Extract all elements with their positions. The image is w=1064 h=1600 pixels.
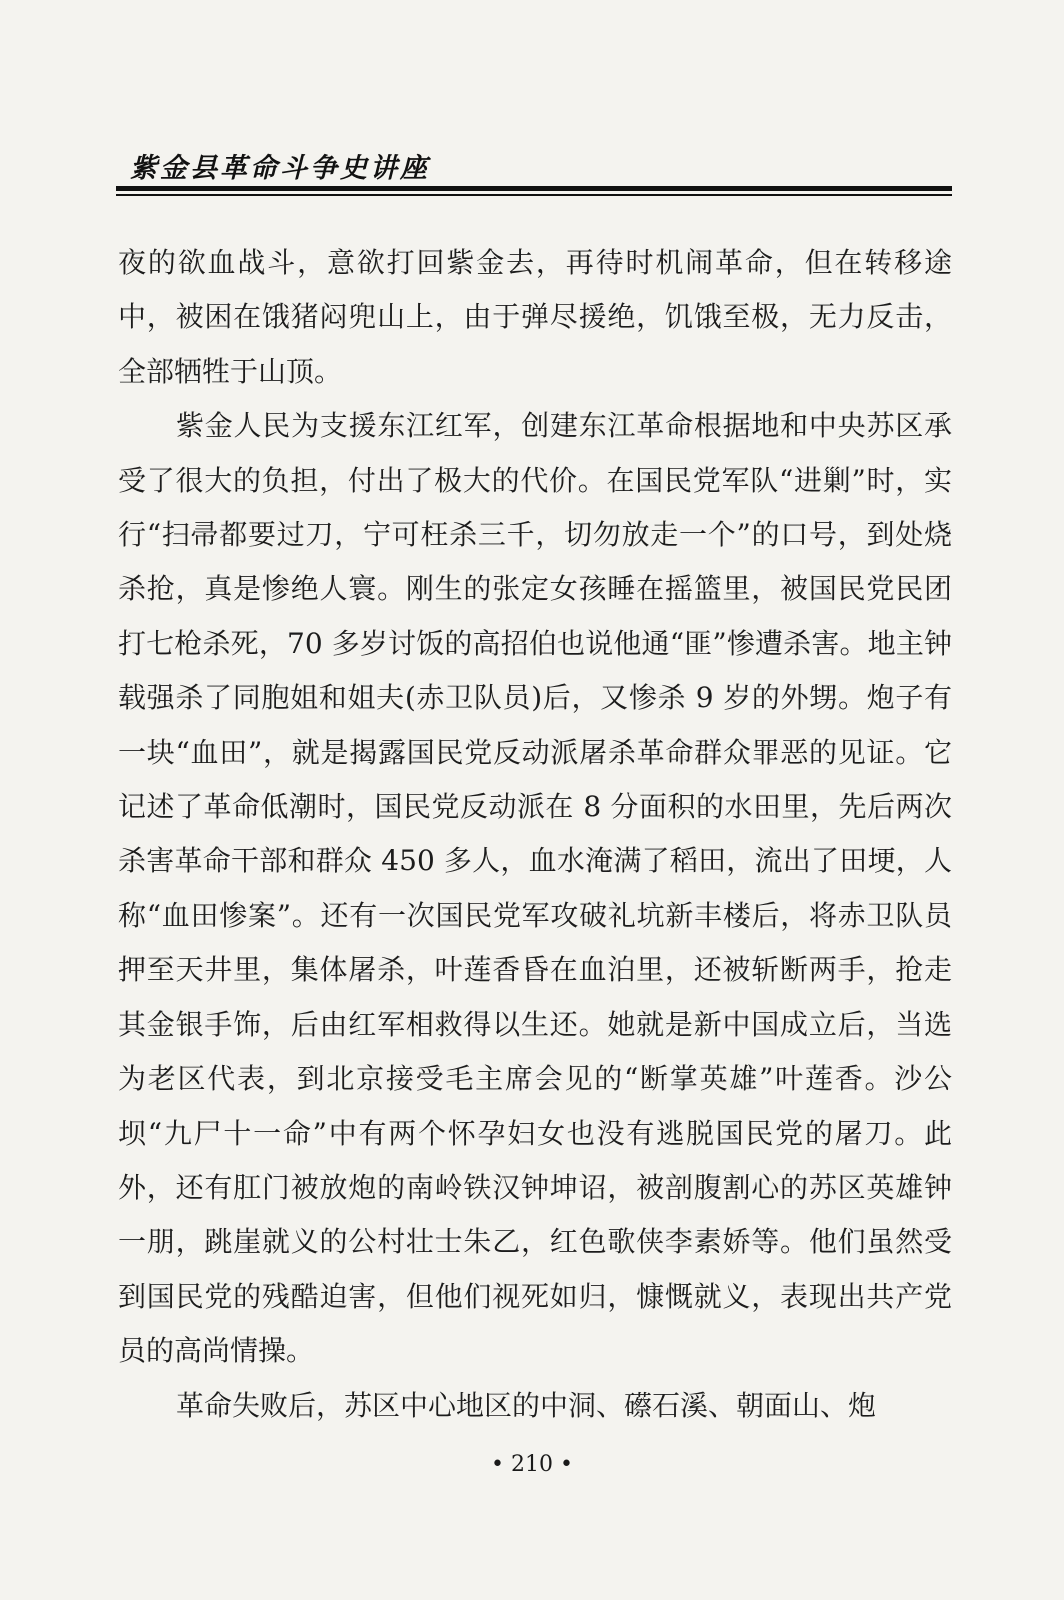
header-rule [116,186,952,191]
page-number: • 210 • [491,1452,573,1477]
header-rule-thin [116,194,952,196]
body-text [118,236,952,1433]
running-header-title: 紫金县革命斗争史讲座 [130,153,430,184]
paragraph-3: 革命失败后，苏区中心地区的中洞、礤石溪、朝面山、炮 [176,1388,877,1422]
paragraph-2: 紫金人民为支援东江红军，创建东江革命根据地和中央苏区承受了很大的负担，付出了极大的代价。在国民党军队“进剿”时，实行“扫帚都要过刀，宁可枉杀三千，切勿放走一个”的口号，到处烧杀抢，真是惨绝人寰。刚生的张定女孩睡在摇篮里，被国民党民团打七枪杀死，70 多岁讨饭的高招伯也说他通“匪”惨遭杀害。地主钟载强杀了同胞姐和姐夫(赤卫队员)后，又惨杀 9 岁的外甥。炮子有一块“血田”，就是揭露国民党反动派屠杀革命群众罪恶的见证。它记述了革命低潮时，国民党反动派在 8 分面积的水田里，先后两次杀害革命干部和群众 450 多人，血水淹满了稻田，流出了田埂，人称“血田惨案”。还有一次国民党军攻破礼坑新丰楼后，将赤卫队员押至天井里，集体屠杀，叶莲香昏在血泊里，还被斩断两手，抢走其金银手饰，后由红军相救得以生还。她就是新中国成立后，当选为老区代表，到北京接受毛主席会见的“断掌英雄”叶莲香。沙公坝“九尸十一命”中有两个怀孕妇女也没有逃脱国民党的屠刀。此外，还有肛门被放炮的南岭铁汉钟坤诏，被剖腹割心的苏区英雄钟一朋，跳崖就义的公村壮士朱乙，红色歌侠李素娇等。他们虽然受到国民党的残酷迫害，但他们视死如归，慷慨就义，表现出共产党员的高尚情操。 [118,409,952,1368]
paragraph-1: 夜的欲血战斗，意欲打回紫金去，再待时机闹革命，但在转移途中，被困在饿猪闷兜山上，由于弹尽援绝，饥饿至极，无力反击，全部牺牲于山顶。 [118,246,952,388]
